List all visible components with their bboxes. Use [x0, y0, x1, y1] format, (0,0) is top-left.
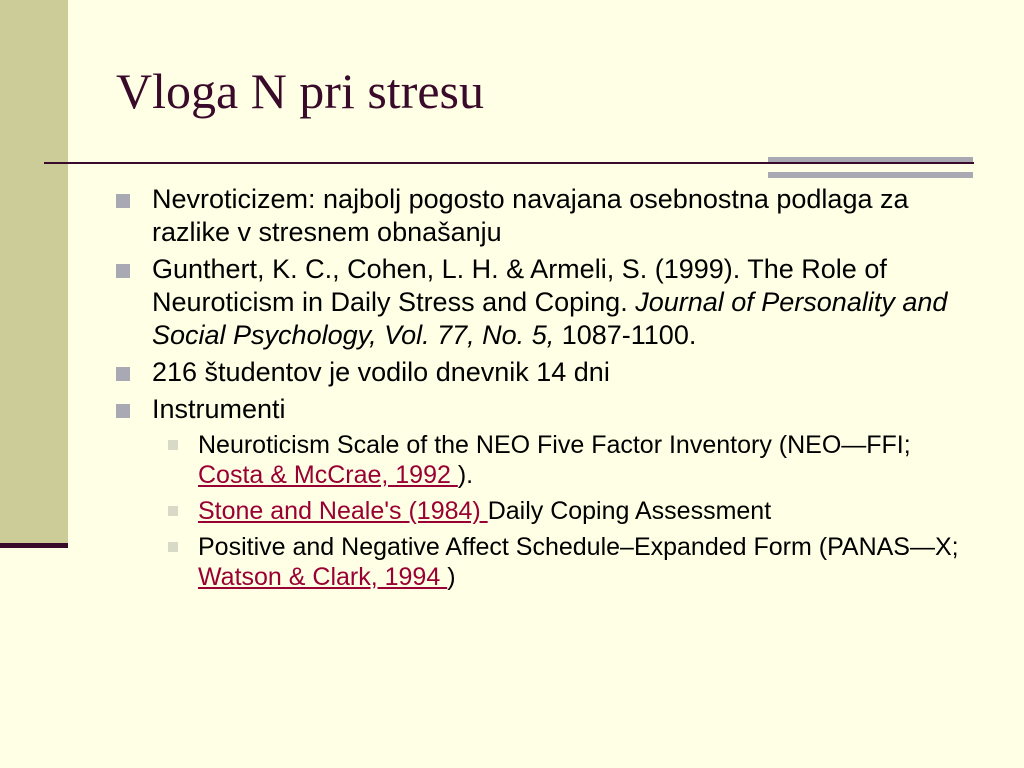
bullet-item — [116, 393, 976, 426]
bullet-text: 216 študentov je vodilo dnevnik 14 dni — [152, 357, 610, 387]
divider-accent-bottom — [768, 172, 973, 178]
citation-journal: Journal of Personality and Social Psychology, Vol. 77, No. 5, — [152, 287, 948, 350]
instrument-list — [116, 430, 976, 592]
bullet-item — [116, 183, 976, 249]
citation-link[interactable]: Watson & Clark, 1994 — [198, 563, 448, 591]
small-square-bullet-icon — [168, 440, 178, 450]
square-bullet-icon — [116, 404, 130, 418]
sub-bullet-text: ) — [447, 563, 456, 591]
bullet-item — [116, 356, 976, 389]
title-divider — [44, 162, 974, 164]
square-bullet-icon — [116, 367, 130, 381]
small-square-bullet-icon — [168, 542, 178, 552]
citation-text: Gunthert, K. C., Cohen, L. H. & Armeli, S. (1999). The Role of Neuroticism in Daily Stress and Coping. — [152, 254, 887, 317]
square-bullet-icon — [116, 264, 130, 278]
bullet-text: Nevroticizem: najbolj pogosto navajana osebnostna podlaga za razlike v stresnem obnašanju — [152, 184, 909, 247]
left-decor-line — [0, 543, 68, 548]
sub-bullet-text: Daily Coping Assessment — [487, 497, 772, 525]
citation-pages: 1087-1100. — [554, 320, 697, 350]
divider-accent-top — [768, 157, 973, 162]
sub-bullet-text: Positive and Negative Affect Schedule–Expanded Form (PANAS—X; — [198, 533, 959, 561]
citation-link[interactable]: Stone and Neale's (1984) — [198, 497, 488, 525]
sub-bullet-item — [116, 496, 976, 526]
small-square-bullet-icon — [168, 506, 178, 516]
sub-bullet-item — [116, 430, 976, 490]
slide-body — [116, 183, 976, 598]
bullet-item — [116, 253, 976, 352]
citation-link[interactable]: Costa & McCrae, 1992 — [198, 461, 458, 489]
sub-bullet-text: ). — [457, 461, 474, 489]
slide-title: Vloga N pri stresu — [116, 63, 484, 119]
left-decor-band — [0, 0, 68, 546]
square-bullet-icon — [116, 194, 130, 208]
sub-bullet-item — [116, 532, 976, 592]
bullet-text: Instrumenti — [152, 394, 286, 424]
sub-bullet-text: Neuroticism Scale of the NEO Five Factor Inventory (NEO—FFI; — [198, 431, 911, 459]
